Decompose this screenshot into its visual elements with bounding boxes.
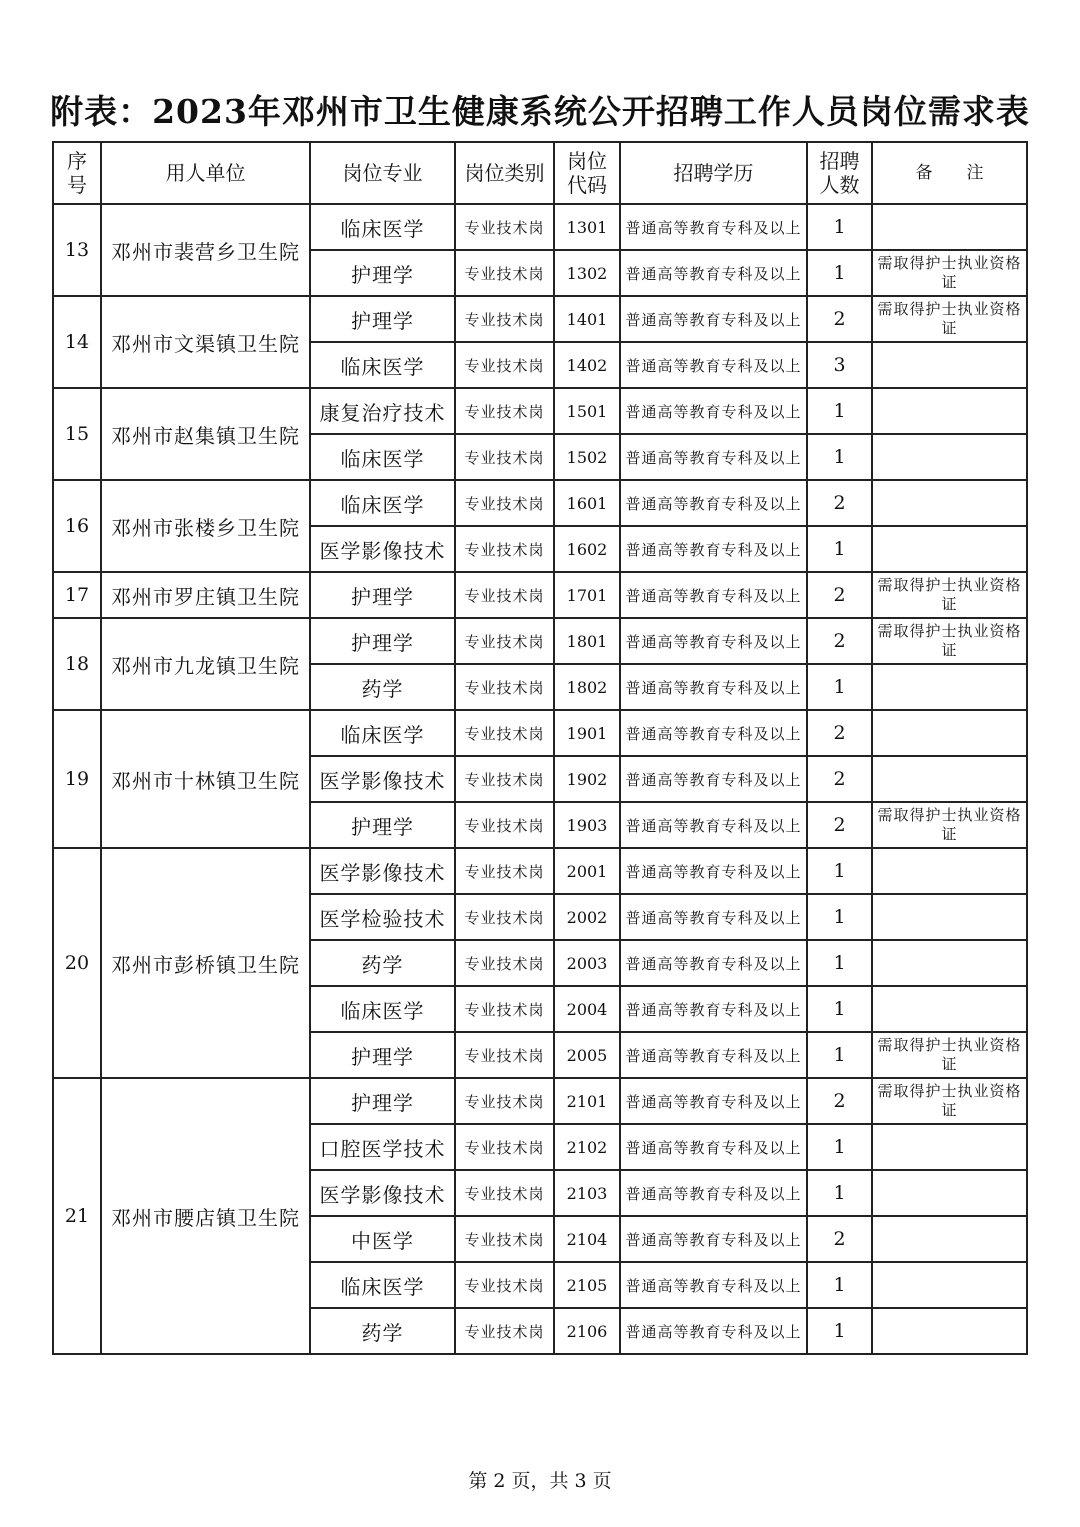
education-cell: 普通高等教育专科及以上: [620, 1032, 807, 1078]
major-cell: 医学影像技术: [310, 848, 455, 894]
count-cell: 1: [807, 1262, 872, 1308]
education-cell: 普通高等教育专科及以上: [620, 526, 807, 572]
table-row: [53, 572, 1027, 618]
note-cell: [872, 710, 1027, 756]
count-cell: 1: [807, 848, 872, 894]
unit-cell: 邓州市腰店镇卫生院: [101, 1078, 310, 1354]
note-cell: 需取得护士执业资格证: [872, 1032, 1027, 1078]
note-cell: [872, 388, 1027, 434]
education-cell: 普通高等教育专科及以上: [620, 1308, 807, 1354]
code-cell: 2004: [554, 986, 620, 1032]
category-cell: 专业技术岗: [455, 986, 554, 1032]
header-count: 招聘人数: [807, 142, 872, 204]
education-cell: 普通高等教育专科及以上: [620, 1170, 807, 1216]
seq-cell: 21: [53, 1078, 101, 1354]
count-cell: 1: [807, 1308, 872, 1354]
code-cell: 1401: [554, 296, 620, 342]
category-cell: 专业技术岗: [455, 848, 554, 894]
count-cell: 1: [807, 986, 872, 1032]
category-cell: 专业技术岗: [455, 572, 554, 618]
table-row: [53, 204, 1027, 250]
code-cell: 1901: [554, 710, 620, 756]
count-cell: 2: [807, 756, 872, 802]
seq-cell: 13: [53, 204, 101, 296]
unit-cell: 邓州市文渠镇卫生院: [101, 296, 310, 388]
category-cell: 专业技术岗: [455, 434, 554, 480]
unit-cell: 邓州市罗庄镇卫生院: [101, 572, 310, 618]
category-cell: 专业技术岗: [455, 618, 554, 664]
note-cell: 需取得护士执业资格证: [872, 1078, 1027, 1124]
table-body: [53, 204, 1027, 1354]
major-cell: 护理学: [310, 250, 455, 296]
note-cell: [872, 940, 1027, 986]
header-note: 备 注: [872, 142, 1027, 204]
seq-cell: 17: [53, 572, 101, 618]
count-cell: 2: [807, 296, 872, 342]
education-cell: 普通高等教育专科及以上: [620, 664, 807, 710]
page-title: 附表：2023年邓州市卫生健康系统公开招聘工作人员岗位需求表: [50, 92, 1030, 131]
recruitment-table: [52, 141, 1028, 1355]
table-header-row: [53, 142, 1027, 204]
header-category: 岗位类别: [455, 142, 554, 204]
major-cell: 药学: [310, 940, 455, 986]
code-cell: 1701: [554, 572, 620, 618]
major-cell: 中医学: [310, 1216, 455, 1262]
category-cell: 专业技术岗: [455, 1216, 554, 1262]
code-cell: 1802: [554, 664, 620, 710]
category-cell: 专业技术岗: [455, 204, 554, 250]
code-cell: 2002: [554, 894, 620, 940]
unit-cell: 邓州市张楼乡卫生院: [101, 480, 310, 572]
unit-cell: 邓州市赵集镇卫生院: [101, 388, 310, 480]
major-cell: 医学影像技术: [310, 1170, 455, 1216]
note-cell: [872, 664, 1027, 710]
education-cell: 普通高等教育专科及以上: [620, 940, 807, 986]
code-cell: 2003: [554, 940, 620, 986]
major-cell: 临床医学: [310, 434, 455, 480]
education-cell: 普通高等教育专科及以上: [620, 204, 807, 250]
count-cell: 1: [807, 204, 872, 250]
count-cell: 1: [807, 1032, 872, 1078]
note-cell: [872, 434, 1027, 480]
category-cell: 专业技术岗: [455, 250, 554, 296]
count-cell: 2: [807, 618, 872, 664]
major-cell: 护理学: [310, 572, 455, 618]
major-cell: 药学: [310, 1308, 455, 1354]
education-cell: 普通高等教育专科及以上: [620, 480, 807, 526]
major-cell: 康复治疗技术: [310, 388, 455, 434]
count-cell: 1: [807, 664, 872, 710]
major-cell: 临床医学: [310, 1262, 455, 1308]
education-cell: 普通高等教育专科及以上: [620, 894, 807, 940]
table-row: [53, 710, 1027, 756]
page-footer: 第 2 页，共 3 页: [468, 1470, 612, 1492]
code-cell: 1903: [554, 802, 620, 848]
education-cell: 普通高等教育专科及以上: [620, 1216, 807, 1262]
note-cell: 需取得护士执业资格证: [872, 250, 1027, 296]
code-cell: 1902: [554, 756, 620, 802]
category-cell: 专业技术岗: [455, 1262, 554, 1308]
note-cell: [872, 480, 1027, 526]
header-code: 岗位代码: [554, 142, 620, 204]
count-cell: 1: [807, 940, 872, 986]
note-cell: 需取得护士执业资格证: [872, 296, 1027, 342]
unit-cell: 邓州市十林镇卫生院: [101, 710, 310, 848]
note-cell: [872, 526, 1027, 572]
note-cell: [872, 756, 1027, 802]
major-cell: 临床医学: [310, 204, 455, 250]
education-cell: 普通高等教育专科及以上: [620, 388, 807, 434]
table-row: [53, 296, 1027, 342]
code-cell: 1402: [554, 342, 620, 388]
major-cell: 护理学: [310, 296, 455, 342]
count-cell: 2: [807, 1216, 872, 1262]
seq-cell: 20: [53, 848, 101, 1078]
count-cell: 2: [807, 802, 872, 848]
code-cell: 2101: [554, 1078, 620, 1124]
education-cell: 普通高等教育专科及以上: [620, 802, 807, 848]
education-cell: 普通高等教育专科及以上: [620, 1078, 807, 1124]
count-cell: 2: [807, 480, 872, 526]
code-cell: 2001: [554, 848, 620, 894]
category-cell: 专业技术岗: [455, 526, 554, 572]
note-cell: [872, 342, 1027, 388]
header-education: 招聘学历: [620, 142, 807, 204]
major-cell: 医学检验技术: [310, 894, 455, 940]
table-row: [53, 618, 1027, 664]
major-cell: 临床医学: [310, 710, 455, 756]
note-cell: [872, 1170, 1027, 1216]
note-cell: [872, 894, 1027, 940]
note-cell: [872, 1124, 1027, 1170]
code-cell: 2103: [554, 1170, 620, 1216]
education-cell: 普通高等教育专科及以上: [620, 296, 807, 342]
category-cell: 专业技术岗: [455, 940, 554, 986]
major-cell: 口腔医学技术: [310, 1124, 455, 1170]
major-cell: 护理学: [310, 802, 455, 848]
header-major: 岗位专业: [310, 142, 455, 204]
code-cell: 2104: [554, 1216, 620, 1262]
code-cell: 1801: [554, 618, 620, 664]
header-seq: 序号: [53, 142, 101, 204]
education-cell: 普通高等教育专科及以上: [620, 572, 807, 618]
unit-cell: 邓州市九龙镇卫生院: [101, 618, 310, 710]
code-cell: 1502: [554, 434, 620, 480]
education-cell: 普通高等教育专科及以上: [620, 986, 807, 1032]
note-cell: 需取得护士执业资格证: [872, 572, 1027, 618]
education-cell: 普通高等教育专科及以上: [620, 1262, 807, 1308]
code-cell: 2105: [554, 1262, 620, 1308]
note-cell: [872, 986, 1027, 1032]
education-cell: 普通高等教育专科及以上: [620, 434, 807, 480]
category-cell: 专业技术岗: [455, 802, 554, 848]
major-cell: 临床医学: [310, 986, 455, 1032]
code-cell: 2102: [554, 1124, 620, 1170]
table-row: [53, 848, 1027, 894]
major-cell: 护理学: [310, 618, 455, 664]
seq-cell: 18: [53, 618, 101, 710]
count-cell: 1: [807, 434, 872, 480]
category-cell: 专业技术岗: [455, 710, 554, 756]
note-cell: [872, 1308, 1027, 1354]
note-cell: [872, 204, 1027, 250]
table-row: [53, 388, 1027, 434]
category-cell: 专业技术岗: [455, 756, 554, 802]
major-cell: 医学影像技术: [310, 756, 455, 802]
education-cell: 普通高等教育专科及以上: [620, 250, 807, 296]
education-cell: 普通高等教育专科及以上: [620, 618, 807, 664]
education-cell: 普通高等教育专科及以上: [620, 1124, 807, 1170]
seq-cell: 15: [53, 388, 101, 480]
unit-cell: 邓州市裴营乡卫生院: [101, 204, 310, 296]
category-cell: 专业技术岗: [455, 480, 554, 526]
count-cell: 1: [807, 526, 872, 572]
seq-cell: 14: [53, 296, 101, 388]
note-cell: [872, 1262, 1027, 1308]
category-cell: 专业技术岗: [455, 296, 554, 342]
education-cell: 普通高等教育专科及以上: [620, 848, 807, 894]
note-cell: 需取得护士执业资格证: [872, 802, 1027, 848]
category-cell: 专业技术岗: [455, 1170, 554, 1216]
code-cell: 1501: [554, 388, 620, 434]
major-cell: 临床医学: [310, 480, 455, 526]
major-cell: 护理学: [310, 1032, 455, 1078]
code-cell: 2005: [554, 1032, 620, 1078]
code-cell: 1601: [554, 480, 620, 526]
major-cell: 药学: [310, 664, 455, 710]
count-cell: 2: [807, 1078, 872, 1124]
header-unit: 用人单位: [101, 142, 310, 204]
count-cell: 2: [807, 572, 872, 618]
category-cell: 专业技术岗: [455, 388, 554, 434]
seq-cell: 19: [53, 710, 101, 848]
count-cell: 3: [807, 342, 872, 388]
category-cell: 专业技术岗: [455, 342, 554, 388]
count-cell: 2: [807, 710, 872, 756]
note-cell: 需取得护士执业资格证: [872, 618, 1027, 664]
table-row: [53, 1078, 1027, 1124]
education-cell: 普通高等教育专科及以上: [620, 756, 807, 802]
seq-cell: 16: [53, 480, 101, 572]
count-cell: 1: [807, 1170, 872, 1216]
unit-cell: 邓州市彭桥镇卫生院: [101, 848, 310, 1078]
category-cell: 专业技术岗: [455, 1308, 554, 1354]
code-cell: 2106: [554, 1308, 620, 1354]
count-cell: 1: [807, 894, 872, 940]
category-cell: 专业技术岗: [455, 894, 554, 940]
major-cell: 临床医学: [310, 342, 455, 388]
count-cell: 1: [807, 1124, 872, 1170]
category-cell: 专业技术岗: [455, 1124, 554, 1170]
education-cell: 普通高等教育专科及以上: [620, 342, 807, 388]
count-cell: 1: [807, 250, 872, 296]
category-cell: 专业技术岗: [455, 1032, 554, 1078]
category-cell: 专业技术岗: [455, 1078, 554, 1124]
note-cell: [872, 1216, 1027, 1262]
major-cell: 护理学: [310, 1078, 455, 1124]
education-cell: 普通高等教育专科及以上: [620, 710, 807, 756]
major-cell: 医学影像技术: [310, 526, 455, 572]
code-cell: 1602: [554, 526, 620, 572]
note-cell: [872, 848, 1027, 894]
code-cell: 1302: [554, 250, 620, 296]
category-cell: 专业技术岗: [455, 664, 554, 710]
count-cell: 1: [807, 388, 872, 434]
table-row: [53, 480, 1027, 526]
code-cell: 1301: [554, 204, 620, 250]
